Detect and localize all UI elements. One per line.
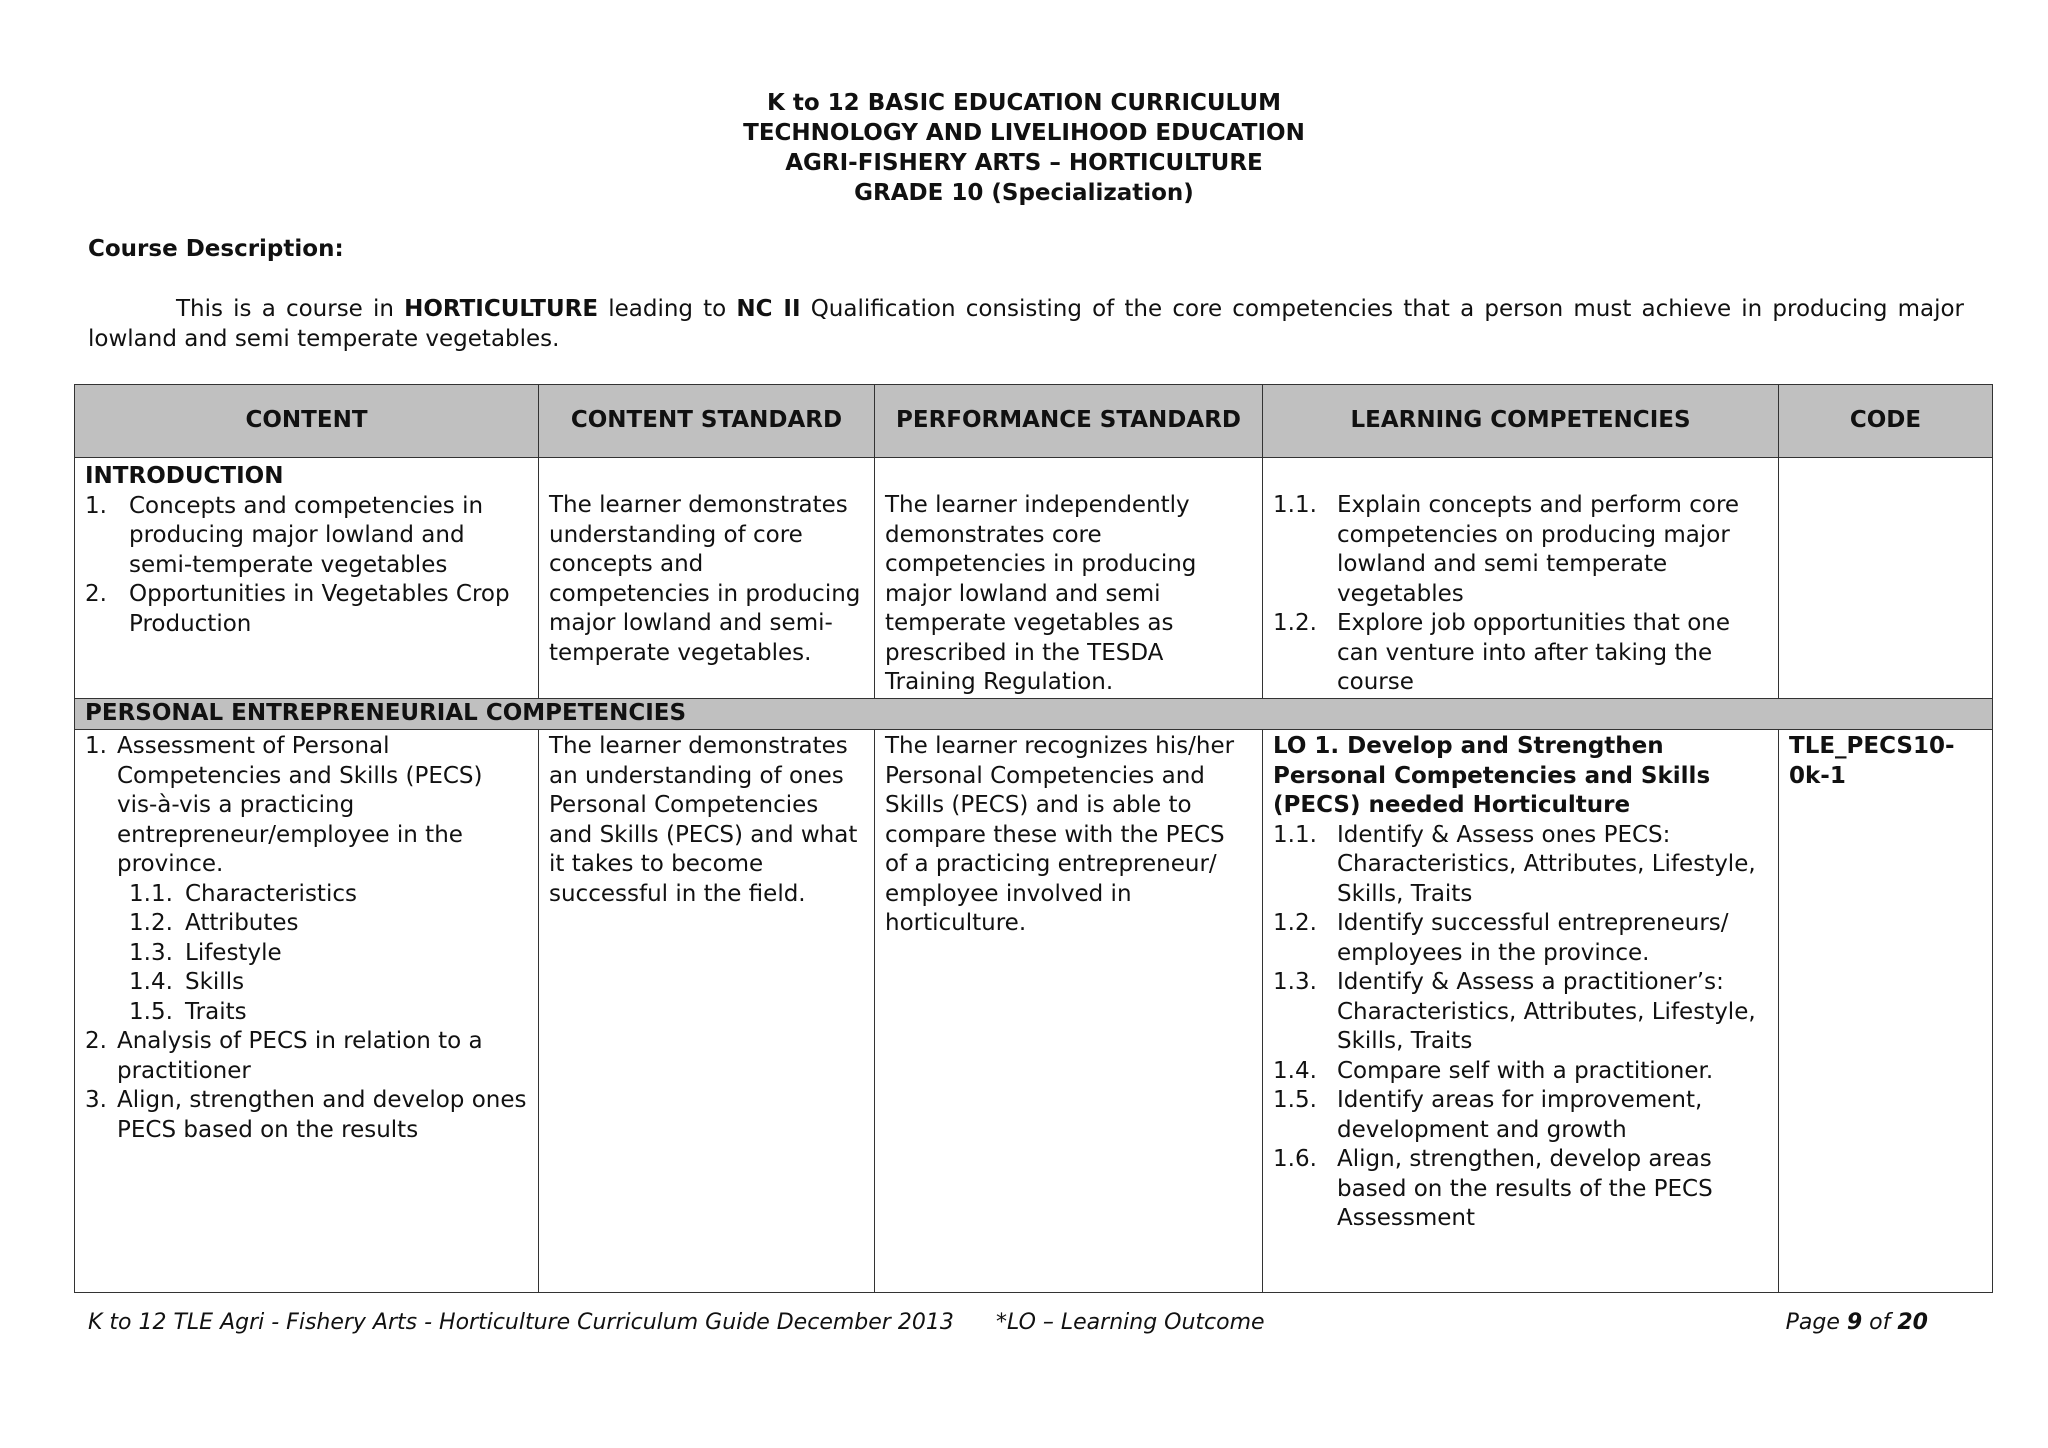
header-line-2: TECHNOLOGY AND LIVELIHOOD EDUCATION [743,120,1305,146]
list-item: 1.2. Explore job opportunities that one can venture into after taking the course [1273,610,1731,695]
table-header-row [75,385,1993,458]
list-item: 1.3. Identify & Assess a practitioner’s: Characteristics, Attributes, Lifestyle, Skills, Traits [1273,969,1756,1054]
list-item: 3. Align, strengthen and develop ones PECS based on the results [85,1087,527,1143]
desc-nc-ii: NC II [736,296,801,322]
footer-lo-note: *LO – Learning Outcome [996,1310,1265,1335]
header-content-standard: CONTENT STANDARD [539,385,875,458]
desc-horticulture: HORTICULTURE [404,296,599,322]
footer-guide-title: K to 12 TLE Agri - Fishery Arts - Horticulture Curriculum Guide December 2013 [88,1310,954,1335]
header-code: CODE [1779,385,1993,458]
list-item: 1.2. Attributes [129,910,299,936]
course-description-title: Course Description: [88,236,344,262]
pecs-competencies-cell [1263,730,1779,1293]
intro-performance-standard: The learner independently demonstrates core competencies in producing major lowland and semi temperate vegetables as prescribed in the TESDA Training Regulation. [885,492,1197,695]
pecs-content-standard: The learner demonstrates an understanding of ones Personal Competencies and Skills (PECS) and what it takes to become successful in the field. [549,733,858,907]
pecs-performance-standard: The learner recognizes his/her Personal Competencies and Skills (PECS) and is able to compare these with the PECS of a practicing entrepreneur/ employee involved in horticulture. [885,733,1235,936]
list-item: 2. Opportunities in Vegetables Crop Production [85,581,510,637]
lo-heading: LO 1. Develop and Strengthen Personal Competencies and Skills (PECS) needed Horticulture [1273,733,1711,818]
header-line-4: GRADE 10 (Specialization) [854,180,1194,206]
list-item: 1.5. Traits [129,998,247,1025]
sub-list [85,880,528,1028]
header-content: CONTENT [75,385,539,458]
list-item: 1.4. Compare self with a practitioner. [1273,1057,1714,1084]
intro-performance-standard-cell [875,458,1263,699]
header-line-1: K to 12 BASIC EDUCATION CURRICULUM [767,90,1281,116]
list-item: 2. Analysis of PECS in relation to a practitioner [85,1028,483,1084]
list-item: 1.5. Identify areas for improvement, development and growth [1273,1087,1703,1143]
footer-page-number: Page 9 of 20 [1785,1310,1928,1335]
document-header [0,88,2048,208]
pecs-performance-standard-cell [875,730,1263,1293]
intro-content-cell [75,458,539,699]
list-item: 1.2. Identify successful entrepreneurs/ employees in the province. [1273,910,1729,966]
intro-heading: INTRODUCTION [85,463,284,489]
list-item: 1.1. Characteristics [129,880,357,907]
list-item: 1. Assessment of Personal Competencies and Skills (PECS) vis-à-vis a practicing entrepreneur/employee in the province. [85,733,483,877]
desc-part-a: This is a course in [176,296,405,322]
list-item: 1.4. Skills [129,969,245,995]
list-item: 1.3. Lifestyle [129,939,282,966]
list-item: 1.1. Explain concepts and perform core competencies on producing major lowland and semi temperate vegetables [1273,492,1740,607]
course-description-text [88,294,1964,354]
intro-content-standard: The learner demonstrates understanding of core concepts and competencies in producing major lowland and semi-temperate vegetables. [549,492,861,666]
header-line-3: AGRI-FISHERY ARTS – HORTICULTURE [785,150,1263,176]
section-heading-row [75,699,1993,730]
pecs-code-cell: TLE_PECS10-0k-1 [1779,730,1993,1293]
desc-part-e: Qualification consisting of the core competencies that a person must achieve in producing major lowland and semi temperate vegetables. [88,296,1964,352]
list-item: 1.1. Identify & Assess ones PECS: Characteristics, Attributes, Lifestyle, Skills, Traits [1273,821,1756,907]
list-item: 1.6. Align, strengthen, develop areas based on the results of the PECS Assessment [1273,1146,1713,1231]
pec-section-heading: PERSONAL ENTREPRENEURIAL COMPETENCIES [75,699,1993,730]
list-item: 1. Concepts and competencies in producing major lowland and semi-temperate vegetables [85,492,484,578]
intro-code-cell [1779,458,1993,699]
desc-part-c: leading to [598,296,737,322]
curriculum-table [74,384,1993,1293]
header-performance-standard: PERFORMANCE STANDARD [875,385,1263,458]
table-row [75,458,1993,699]
header-learning-competencies: LEARNING COMPETENCIES [1263,385,1779,458]
table-row [75,730,1993,1293]
pecs-content-standard-cell [539,730,875,1293]
intro-competencies-cell [1263,458,1779,699]
intro-content-standard-cell [539,458,875,699]
pecs-content-cell [75,730,539,1293]
